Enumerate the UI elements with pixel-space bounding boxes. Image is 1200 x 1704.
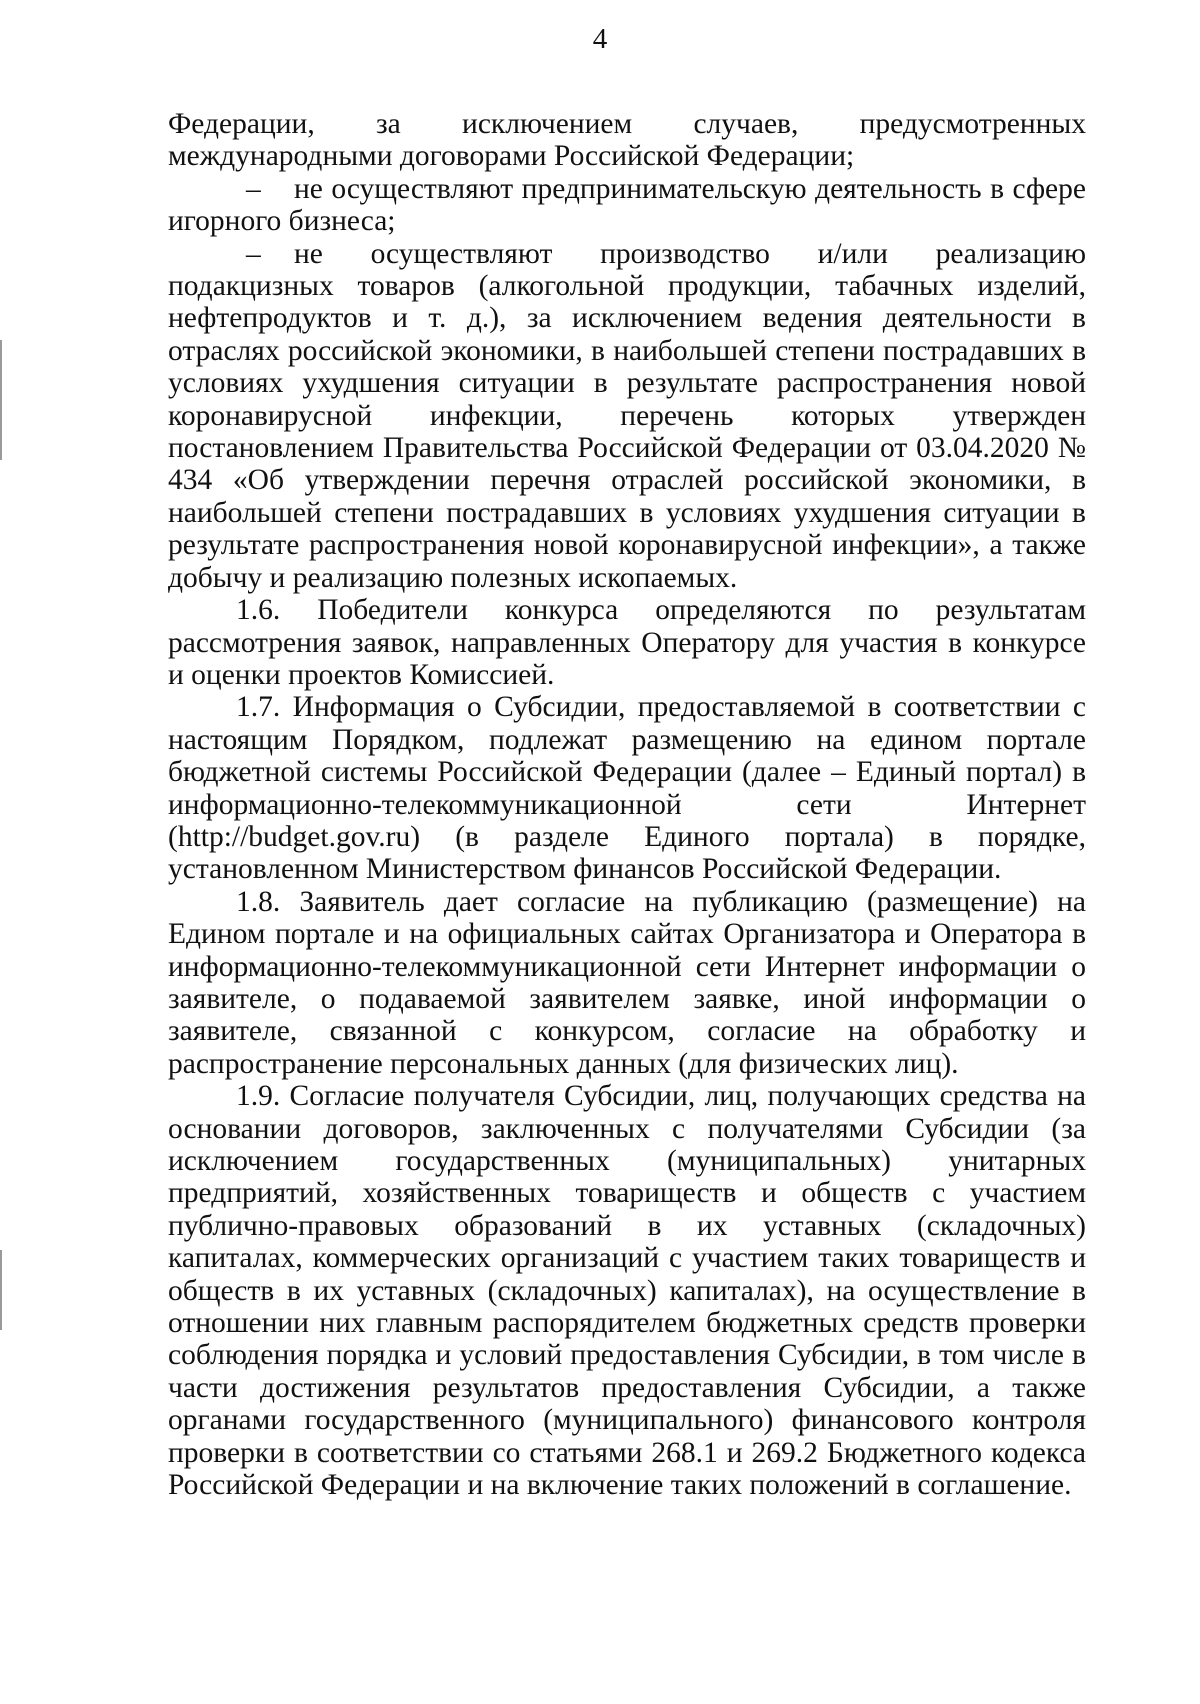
list-item-text: не осуществляют предпринимательскую деятельность в сфере игорного бизнеса; — [168, 172, 1086, 238]
page-number: 4 — [592, 23, 608, 55]
list-dash-marker: – — [246, 237, 261, 270]
scan-edge-mark-bottom — [0, 1250, 2, 1330]
clause-1-6: 1.6. Победители конкурса определяются по результатам рассмотрения заявок, направленных Оператору для участия в конкурсе и оценки проектов Комиссией. — [168, 594, 1086, 691]
clause-1-7: 1.7. Информация о Субсидии, предоставляемой в соответствии с настоящим Порядком, подлежат размещению на едином портале бюджетной системы Российской Федерации (далее – Единый портал) в информационно-телекоммуникационной сети Интернет (http://budget.gov.ru) (в разделе Единого портала) в порядке, установленном Министерством финансов Российской Федерации. — [168, 691, 1086, 886]
document-body — [168, 108, 1086, 1501]
paragraph-continuation: Федерации, за исключением случаев, предусмотренных международными договорами Российской Федерации; — [168, 108, 1086, 173]
scan-edge-mark-top — [0, 340, 2, 460]
list-item-gambling — [168, 173, 1086, 238]
clause-1-9: 1.9. Согласие получателя Субсидии, лиц, получающих средства на основании договоров, заключенных с получателями Субсидии (за исключением государственных (муниципальных) унитарных предприятий, хозяйственных товариществ и обществ с участием публично-правовых образований в их уставных (складочных) капиталах, коммерческих организаций с участием таких товариществ и обществ в их уставных (складочных) капиталах), на осуществление в отношении них главным распорядителем бюджетных средств проверки соблюдения порядка и условий предоставления Субсидии, в том числе в части достижения результатов предоставления Субсидии, а также органами государственного (муниципального) финансового контроля проверки в соответствии со статьями 268.1 и 269.2 Бюджетного кодекса Российской Федерации и на включение таких положений в соглашение. — [168, 1080, 1086, 1502]
list-item-excise-goods — [168, 238, 1086, 594]
clause-1-8: 1.8. Заявитель дает согласие на публикацию (размещение) на Едином портале и на официальных сайтах Организатора и Оператора в информационно-телекоммуникационной сети Интернет информации о заявителе, о подаваемой заявителем заявке, иной информации о заявителе, связанной с конкурсом, согласие на обработку и распространение персональных данных (для физических лиц). — [168, 885, 1086, 1080]
list-item-text: не осуществляют производство и/или реализацию подакцизных товаров (алкогольной продукции, табачных изделий, нефтепродуктов и т. д.), за исключением ведения деятельности в отраслях российской экономики, в наибольшей степени пострадавших в условиях ухудшения ситуации в результате распространения новой коронавирусной инфекции, перечень которых утвержден постановлением Правительства Российской Федерации от 03.04.2020 № 434 «Об утверждении перечня отраслей российской экономики, в наибольшей степени пострадавших в условиях ухудшения ситуации в результате распространения новой коронавирусной инфекции», а также добычу и реализацию полезных ископаемых. — [168, 237, 1086, 594]
list-dash-marker: – — [246, 172, 261, 205]
